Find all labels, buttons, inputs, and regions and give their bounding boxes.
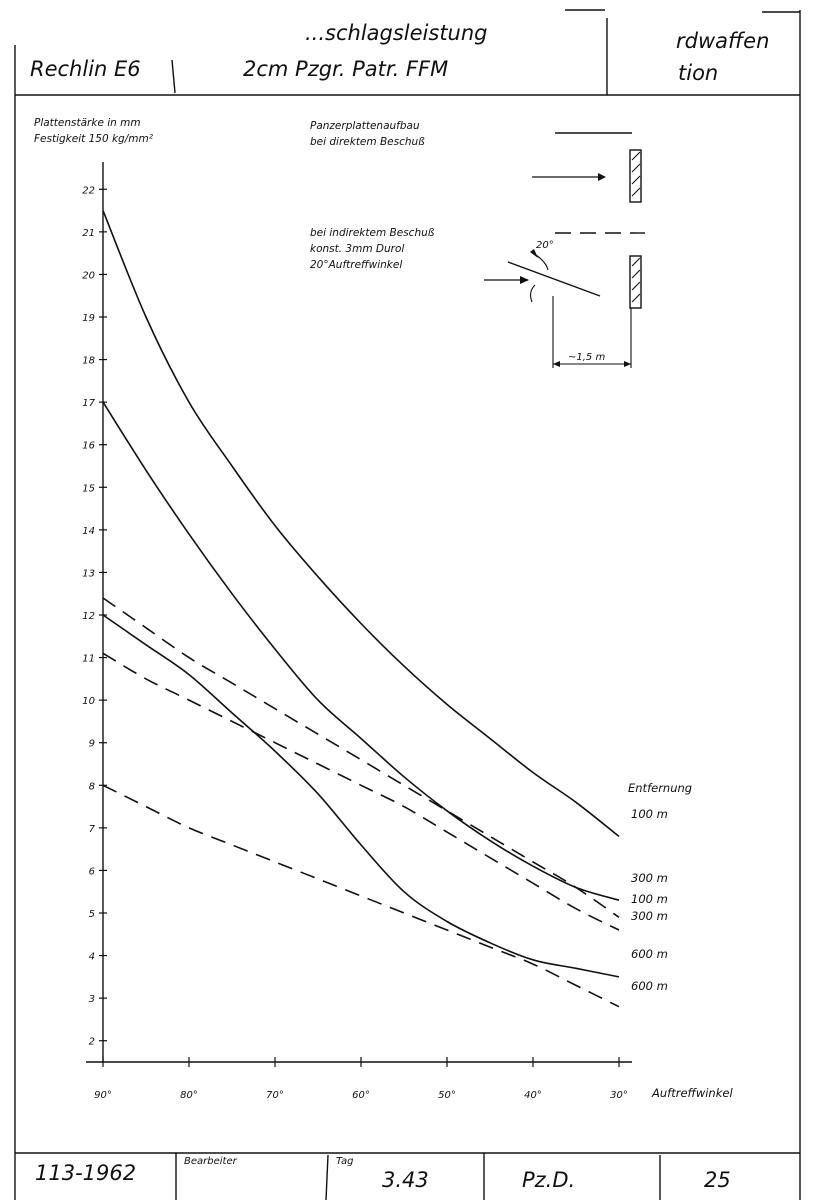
y-tick-label: 15 — [82, 483, 95, 495]
y-tick-label: 7 — [88, 823, 95, 835]
y-tick-label: 6 — [88, 866, 95, 878]
frame — [15, 10, 800, 1200]
y-tick-label: 12 — [82, 611, 95, 622]
direct-note-line1: Panzerplattenaufbau — [310, 120, 420, 132]
x-tick-label: 50° — [438, 1090, 456, 1101]
y-tick-label: 22 — [82, 185, 95, 197]
x-tick-label: 70° — [266, 1090, 284, 1101]
y-tick-label: 18 — [82, 355, 95, 367]
footer-page: 25 — [704, 1168, 731, 1192]
x-tick-label: 90° — [94, 1090, 112, 1101]
y-tick-label: 9 — [88, 738, 95, 750]
x-tick-label: 40° — [524, 1090, 542, 1101]
y-tick-label: 4 — [88, 951, 95, 963]
header-left-text: Rechlin E6 — [30, 57, 141, 81]
legend-label-100m: 100 m — [631, 807, 668, 821]
series-group — [103, 211, 619, 1007]
indirect-note-line3: 20°Auftreffwinkel — [310, 259, 403, 271]
y-tick-label: 13 — [82, 568, 95, 580]
series-line-300m-indirect — [103, 653, 619, 930]
angle-label: 20° — [536, 240, 554, 251]
legend-labels — [631, 807, 668, 993]
series-line-100m-indirect — [103, 598, 619, 917]
x-tick-label: 30° — [610, 1090, 628, 1101]
y-axis-label-line1: Plattenstärke in mm — [34, 117, 141, 129]
legend-label-600m: 600 m — [631, 947, 668, 961]
y-tick-label: 8 — [88, 781, 95, 793]
header-top-title: ...schlagsleistung — [305, 21, 488, 45]
indirect-note-line2: konst. 3mm Durol — [310, 243, 405, 255]
y-axis-label-line2: Festigkeit 150 kg/mm² — [34, 133, 153, 145]
header-right-bottom: tion — [678, 61, 719, 85]
y-tick-label: 2 — [88, 1036, 95, 1048]
armor-diagram — [310, 120, 645, 368]
x-ticks — [94, 1057, 628, 1101]
x-axis-label: Auftreffwinkel — [652, 1086, 733, 1100]
series-line-100m — [103, 211, 619, 837]
series-line-600m — [103, 615, 619, 977]
legend-label-100m-indirect: 100 m — [631, 892, 668, 906]
distance-label: ~1,5 m — [568, 352, 606, 363]
legend-label-600m-indirect: 600 m — [631, 979, 668, 993]
y-tick-label: 14 — [82, 525, 95, 537]
y-tick-label: 20 — [82, 270, 95, 282]
footer-tag-label: Tag — [336, 1156, 354, 1167]
y-tick-label: 3 — [88, 994, 95, 1006]
y-tick-label: 11 — [82, 653, 95, 665]
footer-doc-no: 113-1962 — [35, 1161, 137, 1185]
legend-label-300m: 300 m — [631, 871, 668, 885]
legend-label-300m-indirect: 300 m — [631, 909, 668, 923]
indirect-note-line1: bei indirektem Beschuß — [310, 227, 435, 239]
footer-date: 3.43 — [382, 1168, 429, 1192]
series-line-300m — [103, 402, 619, 900]
y-tick-label: 10 — [82, 696, 95, 708]
x-tick-label: 60° — [352, 1090, 370, 1101]
footer-bearbeiter-label: Bearbeiter — [184, 1156, 237, 1167]
header-right-top: rdwaffen — [676, 29, 770, 53]
y-tick-label: 21 — [82, 227, 95, 239]
y-tick-label: 5 — [88, 909, 95, 920]
y-tick-label: 16 — [82, 440, 95, 452]
footer-dept: Pz.D. — [522, 1168, 576, 1192]
direct-note-line2: bei direktem Beschuß — [310, 136, 425, 148]
series-line-600m-indirect — [103, 785, 619, 1006]
y-tick-label: 17 — [82, 398, 95, 410]
legend-title: Entfernung — [628, 781, 693, 795]
header-center-title: 2cm Pzgr. Patr. FFM — [243, 57, 449, 81]
x-tick-label: 80° — [180, 1090, 198, 1101]
y-tick-label: 19 — [82, 313, 95, 324]
